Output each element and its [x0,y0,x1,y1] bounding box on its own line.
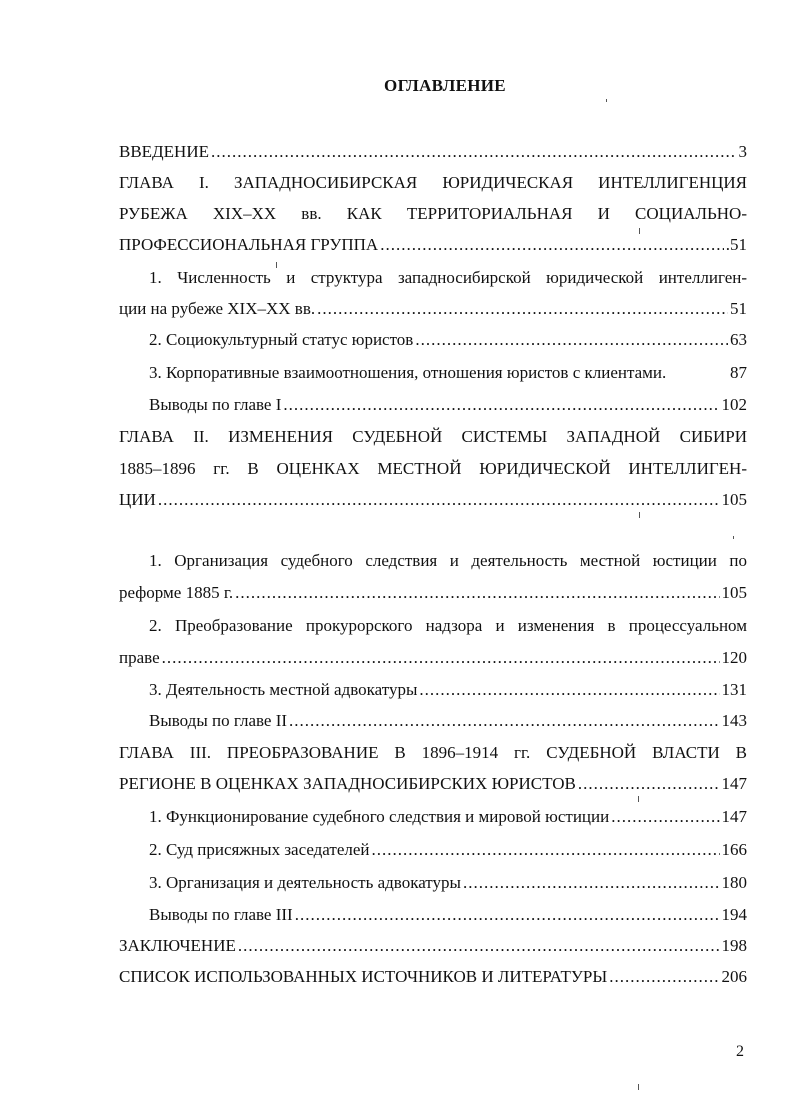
toc-section-2-2-line-1 [149,616,747,638]
toc-section-2-2-line-2 [119,648,747,670]
toc-entry-text: Выводы по главе I [149,395,282,414]
toc-leader [578,774,720,794]
toc-section-2-1-line-1 [149,551,747,573]
toc-section-3-3 [149,873,747,895]
toc-entry-intro [119,142,747,164]
toc-leader [162,648,720,668]
toc-section-2-1-line-2 [119,583,747,605]
toc-leader [158,490,720,510]
toc-title: ОГЛАВЛЕНИЕ [384,76,506,95]
toc-entry-text: РЕГИОНЕ В ОЦЕНКАХ ЗАПАДНОСИБИРСКИХ ЮРИСТОВ [119,774,576,793]
toc-entry-text: РУБЕЖА XIX–XX вв. КАК ТЕРРИТОРИАЛЬНАЯ И СОЦИАЛЬНО- [119,204,747,223]
toc-entry-text: 3. Деятельность местной адвокатуры [149,680,418,699]
toc-page-number: 147 [721,807,747,826]
toc-page-number: 51 [730,299,747,318]
page-number: 2 [736,1043,744,1060]
toc-entry-text: реформе 1885 г. [119,583,234,602]
toc-section-1-1-line-2 [119,299,747,321]
toc-entry-text: 1. Численность и структура западносибирской юридической интеллиген- [149,268,747,287]
toc-leader [317,299,728,319]
toc-entry-text: 1. Организация судебного следствия и деятельность местной юстиции по [149,551,747,570]
scan-speck [638,796,639,802]
toc-entry-text: 1885–1896 гг. В ОЦЕНКАХ МЕСТНОЙ ЮРИДИЧЕСКОЙ ИНТЕЛЛИГЕН- [119,459,747,478]
scan-speck [733,536,734,539]
toc-entry-text: Выводы по главе III [149,905,293,924]
toc-section-2-3 [149,680,747,702]
toc-page-number: 102 [721,395,747,414]
toc-page-number: 206 [721,967,747,986]
toc-chapter-2-line-3 [119,490,747,512]
toc-leader [235,583,719,603]
toc-page-number: 180 [721,873,747,892]
toc-leader [609,967,719,987]
toc-section-3-2 [149,840,747,862]
toc-leader [611,807,719,827]
toc-leader [295,905,720,925]
toc-entry-text: 3. Корпоративные взаимоотношения, отношения юристов с клиентами. [149,363,667,382]
toc-entry-text: 2. Суд присяжных заседателей [149,840,370,859]
scan-speck [638,1084,639,1090]
toc-chapter-3-line-2 [119,774,747,796]
toc-page-number: 3 [738,142,747,161]
toc-leader [415,330,728,350]
scan-speck [639,228,640,234]
toc-page-number: 166 [721,840,747,859]
toc-leader [289,711,719,731]
toc-leader [380,235,724,255]
toc-entry-text: 1. Функционирование судебного следствия и мировой юстиции [149,807,610,826]
toc-entry-conclusion [119,936,747,958]
toc-entry-text: ЗАКЛЮЧЕНИЕ [119,936,236,955]
toc-entry-text: 2. Социокультурный статус юристов [149,330,414,349]
toc-page-number: 105 [721,490,747,509]
scan-speck [276,262,277,268]
toc-entry-text: праве [119,648,160,667]
toc-entry-text: ПРОФЕССИОНАЛЬНАЯ ГРУППА [119,235,379,254]
toc-page-number: 198 [721,936,747,955]
toc-leader [463,873,720,893]
toc-page-number: 120 [721,648,747,667]
toc-chapter-2-line-1 [119,427,747,449]
toc-section-1-1-line-1 [149,268,747,290]
toc-leader [372,840,720,860]
scan-speck [606,99,607,102]
toc-chapter-1-line-2 [119,204,747,226]
toc-conclusions-chapter-3 [149,905,747,927]
toc-entry-text: Выводы по главе II [149,711,288,730]
toc-chapter-1-line-1 [119,173,747,195]
toc-entry-text: СПИСОК ИСПОЛЬЗОВАННЫХ ИСТОЧНИКОВ И ЛИТЕРАТУРЫ [119,967,608,986]
toc-section-1-2 [149,330,747,352]
toc-leader [283,395,719,415]
toc-entry-sources [119,967,747,989]
toc-page-number: 147 [721,774,747,793]
toc-page-number: .51 [725,235,747,254]
toc-page-number: 131 [721,680,747,699]
toc-section-3-1 [149,807,747,829]
toc-page-number: 105 [721,583,747,602]
scan-speck [639,512,640,518]
toc-entry-text: ГЛАВА III. ПРЕОБРАЗОВАНИЕ В 1896–1914 гг. СУДЕБНОЙ ВЛАСТИ В [119,743,747,762]
toc-chapter-2-line-2 [119,459,747,481]
toc-entry-text: ции на рубеже XIX–XX вв. [119,299,316,318]
toc-page-number: 194 [721,905,747,924]
toc-conclusions-chapter-2 [149,711,747,733]
toc-page-number: 143 [721,711,747,730]
toc-leader [419,680,719,700]
toc-entry-text: ВВЕДЕНИЕ [119,142,209,161]
toc-conclusions-chapter-1 [149,395,747,417]
toc-entry-text: ЦИИ [119,490,156,509]
toc-section-1-3 [149,363,747,385]
toc-leader [238,936,720,956]
toc-entry-text: ГЛАВА I. ЗАПАДНОСИБИРСКАЯ ЮРИДИЧЕСКАЯ ИНТЕЛЛИГЕНЦИЯ [119,173,747,192]
toc-page-number: 87 [730,363,747,382]
toc-entry-text: ГЛАВА II. ИЗМЕНЕНИЯ СУДЕБНОЙ СИСТЕМЫ ЗАПАДНОЙ СИБИРИ [119,427,747,446]
toc-entry-text: 2. Преобразование прокурорского надзора и изменения в процессуальном [149,616,747,635]
toc-chapter-3-line-1 [119,743,747,765]
toc-leader [211,142,737,162]
toc-chapter-1-line-3 [119,235,747,257]
toc-entry-text: 3. Организация и деятельность адвокатуры [149,873,461,892]
toc-page-number: 63 [730,330,747,349]
